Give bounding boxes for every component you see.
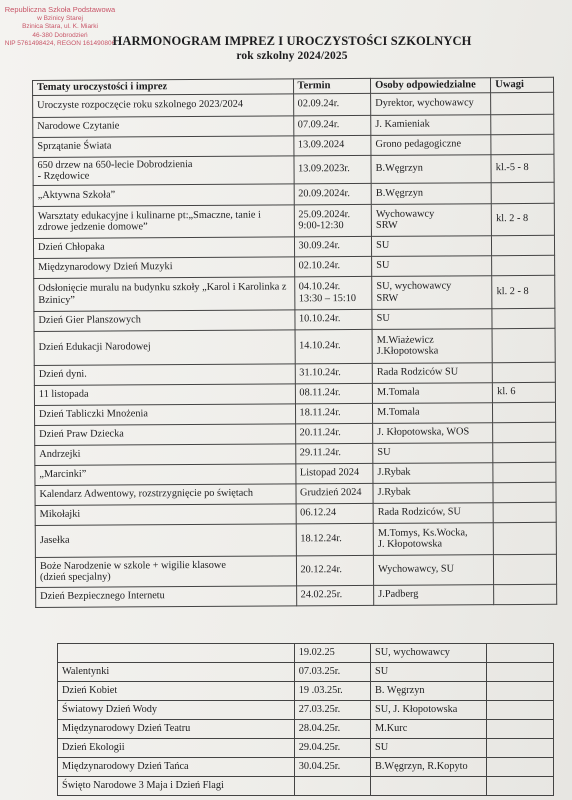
- notes-cell: [486, 720, 553, 739]
- header-notes: Uwagi: [491, 77, 554, 92]
- event-date-cell: 13.09.2023r.: [293, 155, 371, 183]
- page-title: HARMONOGRAM IMPREZ I UROCZYSTOŚCI SZKOLNYCH: [112, 34, 472, 48]
- notes-cell: [486, 663, 553, 682]
- responsible-persons-cell: J. Kłopotowska, WOS: [373, 422, 493, 443]
- table-row: [58, 720, 554, 739]
- event-topic-cell: Międzynarodowy Dzień Muzyki: [34, 256, 295, 278]
- event-topic-cell: Uroczyste rozpoczęcie roku szkolnego 2023/2024: [33, 93, 294, 117]
- notes-cell: [492, 235, 555, 255]
- notes-cell: [486, 739, 553, 758]
- events-table: [32, 77, 557, 608]
- notes-cell: [486, 777, 553, 796]
- responsible-persons-cell: SU: [372, 308, 492, 329]
- table-row: [34, 275, 555, 311]
- event-date-cell: 18.11.24r.: [295, 403, 373, 423]
- event-date-cell: Grudzień 2024: [295, 483, 373, 503]
- table-row: [36, 584, 557, 607]
- event-date-cell: 30.09.24r.: [294, 236, 372, 256]
- responsible-persons-cell: SU, wychowawcy SRW: [372, 275, 492, 309]
- event-topic-cell: Sprzątanie Świata: [33, 135, 294, 157]
- event-topic-cell: Dzień Bezpiecznego Internetu: [36, 585, 297, 607]
- event-date-cell: 18.12.24r.: [296, 523, 374, 555]
- table-row: [58, 701, 554, 720]
- table-row: [33, 203, 554, 238]
- stamp-line: Republiczna Szkoła Podstawowa: [4, 5, 116, 14]
- notes-cell: [493, 522, 556, 554]
- notes-cell: kl. 6: [493, 382, 556, 402]
- notes-cell: [493, 482, 556, 502]
- event-topic-cell: Kalendarz Adwentowy, rozstrzygnięcie po świętach: [35, 483, 296, 505]
- notes-cell: [491, 92, 554, 114]
- event-date-cell: 07.09.24r.: [293, 115, 371, 135]
- responsible-persons-cell: Wychowawcy SRW: [371, 203, 491, 236]
- table-row: [58, 758, 554, 777]
- event-topic-cell: Światowy Dzień Wody: [58, 701, 295, 720]
- responsible-persons-cell: Rada Rodziców, SU: [373, 502, 493, 523]
- event-topic-cell: Święto Narodowe 3 Maja i Dzień Flagi: [58, 777, 295, 796]
- responsible-persons-cell: SU: [373, 442, 493, 463]
- table-row: [35, 554, 556, 587]
- responsible-persons-cell: J.Rybak: [373, 462, 493, 483]
- event-topic-cell: Międzynarodowy Dzień Teatru: [58, 720, 295, 739]
- event-date-cell: 02.10.24r.: [294, 256, 372, 276]
- responsible-persons-cell: SU, J. Kłopotowska: [370, 701, 486, 720]
- notes-cell: [493, 422, 556, 442]
- event-topic-cell: Andrzejki: [35, 443, 296, 465]
- event-date-cell: 10.10.24r.: [294, 309, 372, 329]
- event-date-cell: 06.12.24: [296, 503, 374, 523]
- event-date-cell: Listopad 2024: [295, 463, 373, 483]
- event-topic-cell: Dzień Gier Planszowych: [34, 309, 295, 331]
- event-topic-cell: Jasełka: [35, 523, 296, 557]
- stamp-line: Bzinica Stara, ul. K. Miarki: [22, 23, 98, 31]
- event-topic-cell: Dzień Kobiet: [58, 682, 295, 701]
- event-topic-cell: Dzień Chłopaka: [33, 236, 294, 258]
- event-date-cell: 19.02.25: [294, 644, 370, 663]
- stamp-line: 46-380 Dobrodzień: [32, 31, 88, 39]
- notes-cell: [486, 682, 553, 701]
- table-row: [58, 644, 554, 663]
- responsible-persons-cell: B.Węgrzyn: [371, 182, 491, 204]
- notes-cell: [486, 644, 553, 663]
- notes-cell: [494, 554, 557, 584]
- responsible-persons-cell: J.Rybak: [373, 482, 493, 503]
- event-topic-cell: Dzień Praw Dziecka: [35, 423, 296, 445]
- event-date-cell: 29.04.25r.: [294, 739, 370, 758]
- table-row: [58, 739, 554, 758]
- event-date-cell: [294, 777, 370, 796]
- responsible-persons-cell: M.Tomala: [373, 402, 493, 423]
- document-title: [92, 34, 492, 64]
- notes-cell: [493, 402, 556, 422]
- header-persons: Osoby odpowiedzialne: [371, 78, 491, 93]
- table-row: [58, 663, 554, 682]
- responsible-persons-cell: B.Węgrzyn, R.Kopyto: [370, 758, 486, 777]
- event-date-cell: 29.11.24r.: [295, 443, 373, 463]
- event-topic-cell: Dzień Tabliczki Mnożenia: [34, 403, 295, 425]
- school-year-subtitle: rok szkolny 2024/2025: [236, 50, 348, 62]
- event-topic-cell: „Marcinki”: [35, 463, 296, 485]
- responsible-persons-cell: M.Tomala: [372, 382, 492, 403]
- event-topic-cell: Odsłonięcie muralu na budynku szkoły „Karol i Karolinka z Bzinicy”: [34, 276, 295, 311]
- responsible-persons-cell: Rada Rodziców SU: [372, 362, 492, 383]
- event-topic-cell: „Aktywna Szkoła”: [33, 183, 294, 206]
- responsible-persons-cell: SU: [370, 663, 486, 682]
- event-topic-cell: Dzień Edukacji Narodowej: [34, 329, 295, 365]
- table-row: [34, 328, 555, 365]
- notes-cell: [493, 502, 556, 522]
- notes-cell: [492, 308, 555, 328]
- table-row: [58, 777, 554, 796]
- notes-cell: [486, 701, 553, 720]
- event-date-cell: 27.03.25r.: [294, 701, 370, 720]
- responsible-persons-cell: B. Węgrzyn: [370, 682, 486, 701]
- table-row: [33, 154, 554, 185]
- stamp-line: NIP 5761498424, REGON 161490806: [4, 40, 116, 48]
- responsible-persons-cell: J.Padberg: [374, 584, 494, 605]
- event-date-cell: 07.03.25r.: [294, 663, 370, 682]
- event-date-cell: 24.02.25r.: [296, 585, 374, 605]
- event-topic-cell: Warsztaty edukacyjne i kulinarne pt:„Smaczne, tanie i zdrowe jedzenie domowe”: [33, 204, 294, 238]
- event-topic-cell: Mikołajki: [35, 503, 296, 525]
- table-row: [33, 92, 554, 117]
- responsible-persons-cell: M.Kurc: [370, 720, 486, 739]
- notes-cell: [492, 328, 555, 362]
- notes-cell: [492, 255, 555, 275]
- event-date-cell: 30.04.25r.: [294, 758, 370, 777]
- event-date-cell: 08.11.24r.: [295, 383, 373, 403]
- notes-cell: kl. 2 - 8: [492, 203, 555, 235]
- responsible-persons-cell: SU: [372, 235, 492, 256]
- notes-cell: kl.-5 - 8: [491, 154, 554, 182]
- event-date-cell: 04.10.24r. 13:30 – 15:10: [294, 276, 372, 309]
- notes-cell: [491, 134, 554, 154]
- responsible-persons-cell: Dyrektor, wychowawcy: [371, 92, 491, 115]
- notes-cell: [492, 362, 555, 382]
- stamp-line: w Bzinicy Starej: [37, 14, 83, 22]
- responsible-persons-cell: SU: [370, 739, 486, 758]
- responsible-persons-cell: M.Wiażewicz J.Kłopotowska: [372, 328, 492, 363]
- responsible-persons-cell: Wychowawcy, SU: [374, 554, 494, 585]
- responsible-persons-cell: [370, 777, 486, 796]
- event-date-cell: 25.09.2024r. 9:00-12:30: [294, 204, 372, 236]
- event-date-cell: 13.09.2024: [293, 135, 371, 155]
- notes-cell: [491, 182, 554, 203]
- responsible-persons-cell: B.Węgrzyn: [371, 154, 491, 183]
- responsible-persons-cell: Grono pedagogiczne: [371, 134, 491, 155]
- responsible-persons-cell: J. Kamieniak: [371, 114, 491, 135]
- event-date-cell: 20.09.2024r.: [294, 183, 372, 204]
- event-topic-cell: Dzień Ekologii: [58, 739, 295, 758]
- notes-cell: [494, 584, 557, 604]
- table-row: [35, 522, 556, 557]
- event-topic-cell: Międzynarodowy Dzień Tańca: [58, 758, 295, 777]
- notes-cell: [493, 462, 556, 482]
- event-date-cell: 14.10.24r.: [295, 329, 373, 363]
- notes-cell: [491, 114, 554, 134]
- header-date: Termin: [293, 78, 371, 93]
- event-date-cell: 31.10.24r.: [295, 363, 373, 383]
- event-topic-cell: Walentynki: [58, 663, 295, 682]
- responsible-persons-cell: SU: [372, 255, 492, 276]
- event-topic-cell: 11 listopada: [34, 383, 295, 405]
- event-date-cell: 02.09.24r.: [293, 93, 371, 115]
- responsible-persons-cell: M.Tomys, Ks.Wocka, J. Kłopotowska: [373, 522, 493, 555]
- event-topic-cell: Narodowe Czytanie: [33, 115, 294, 137]
- responsible-persons-cell: SU, wychowawcy: [370, 644, 486, 663]
- notes-cell: [486, 758, 553, 777]
- event-topic-cell: Dzień dyni.: [34, 363, 295, 385]
- event-topic-cell: [58, 644, 295, 663]
- notes-cell: kl. 2 - 8: [492, 275, 555, 308]
- header-topic: Tematy uroczystości i imprez: [33, 79, 294, 95]
- event-topic-cell: Boże Narodzenie w szkole + wigilie klasowe (dzień specjalny): [35, 555, 296, 587]
- event-date-cell: 20.11.24r.: [295, 423, 373, 443]
- event-date-cell: 19 .03.25r.: [294, 682, 370, 701]
- event-date-cell: 28.04.25r.: [294, 720, 370, 739]
- event-topic-cell: 650 drzew na 650-lecie Dobrodzienia - Rzędowice: [33, 155, 294, 185]
- notes-cell: [493, 442, 556, 462]
- event-date-cell: 20.12.24r.: [296, 555, 374, 585]
- events-table-continued: [57, 643, 554, 796]
- table-row: [58, 682, 554, 701]
